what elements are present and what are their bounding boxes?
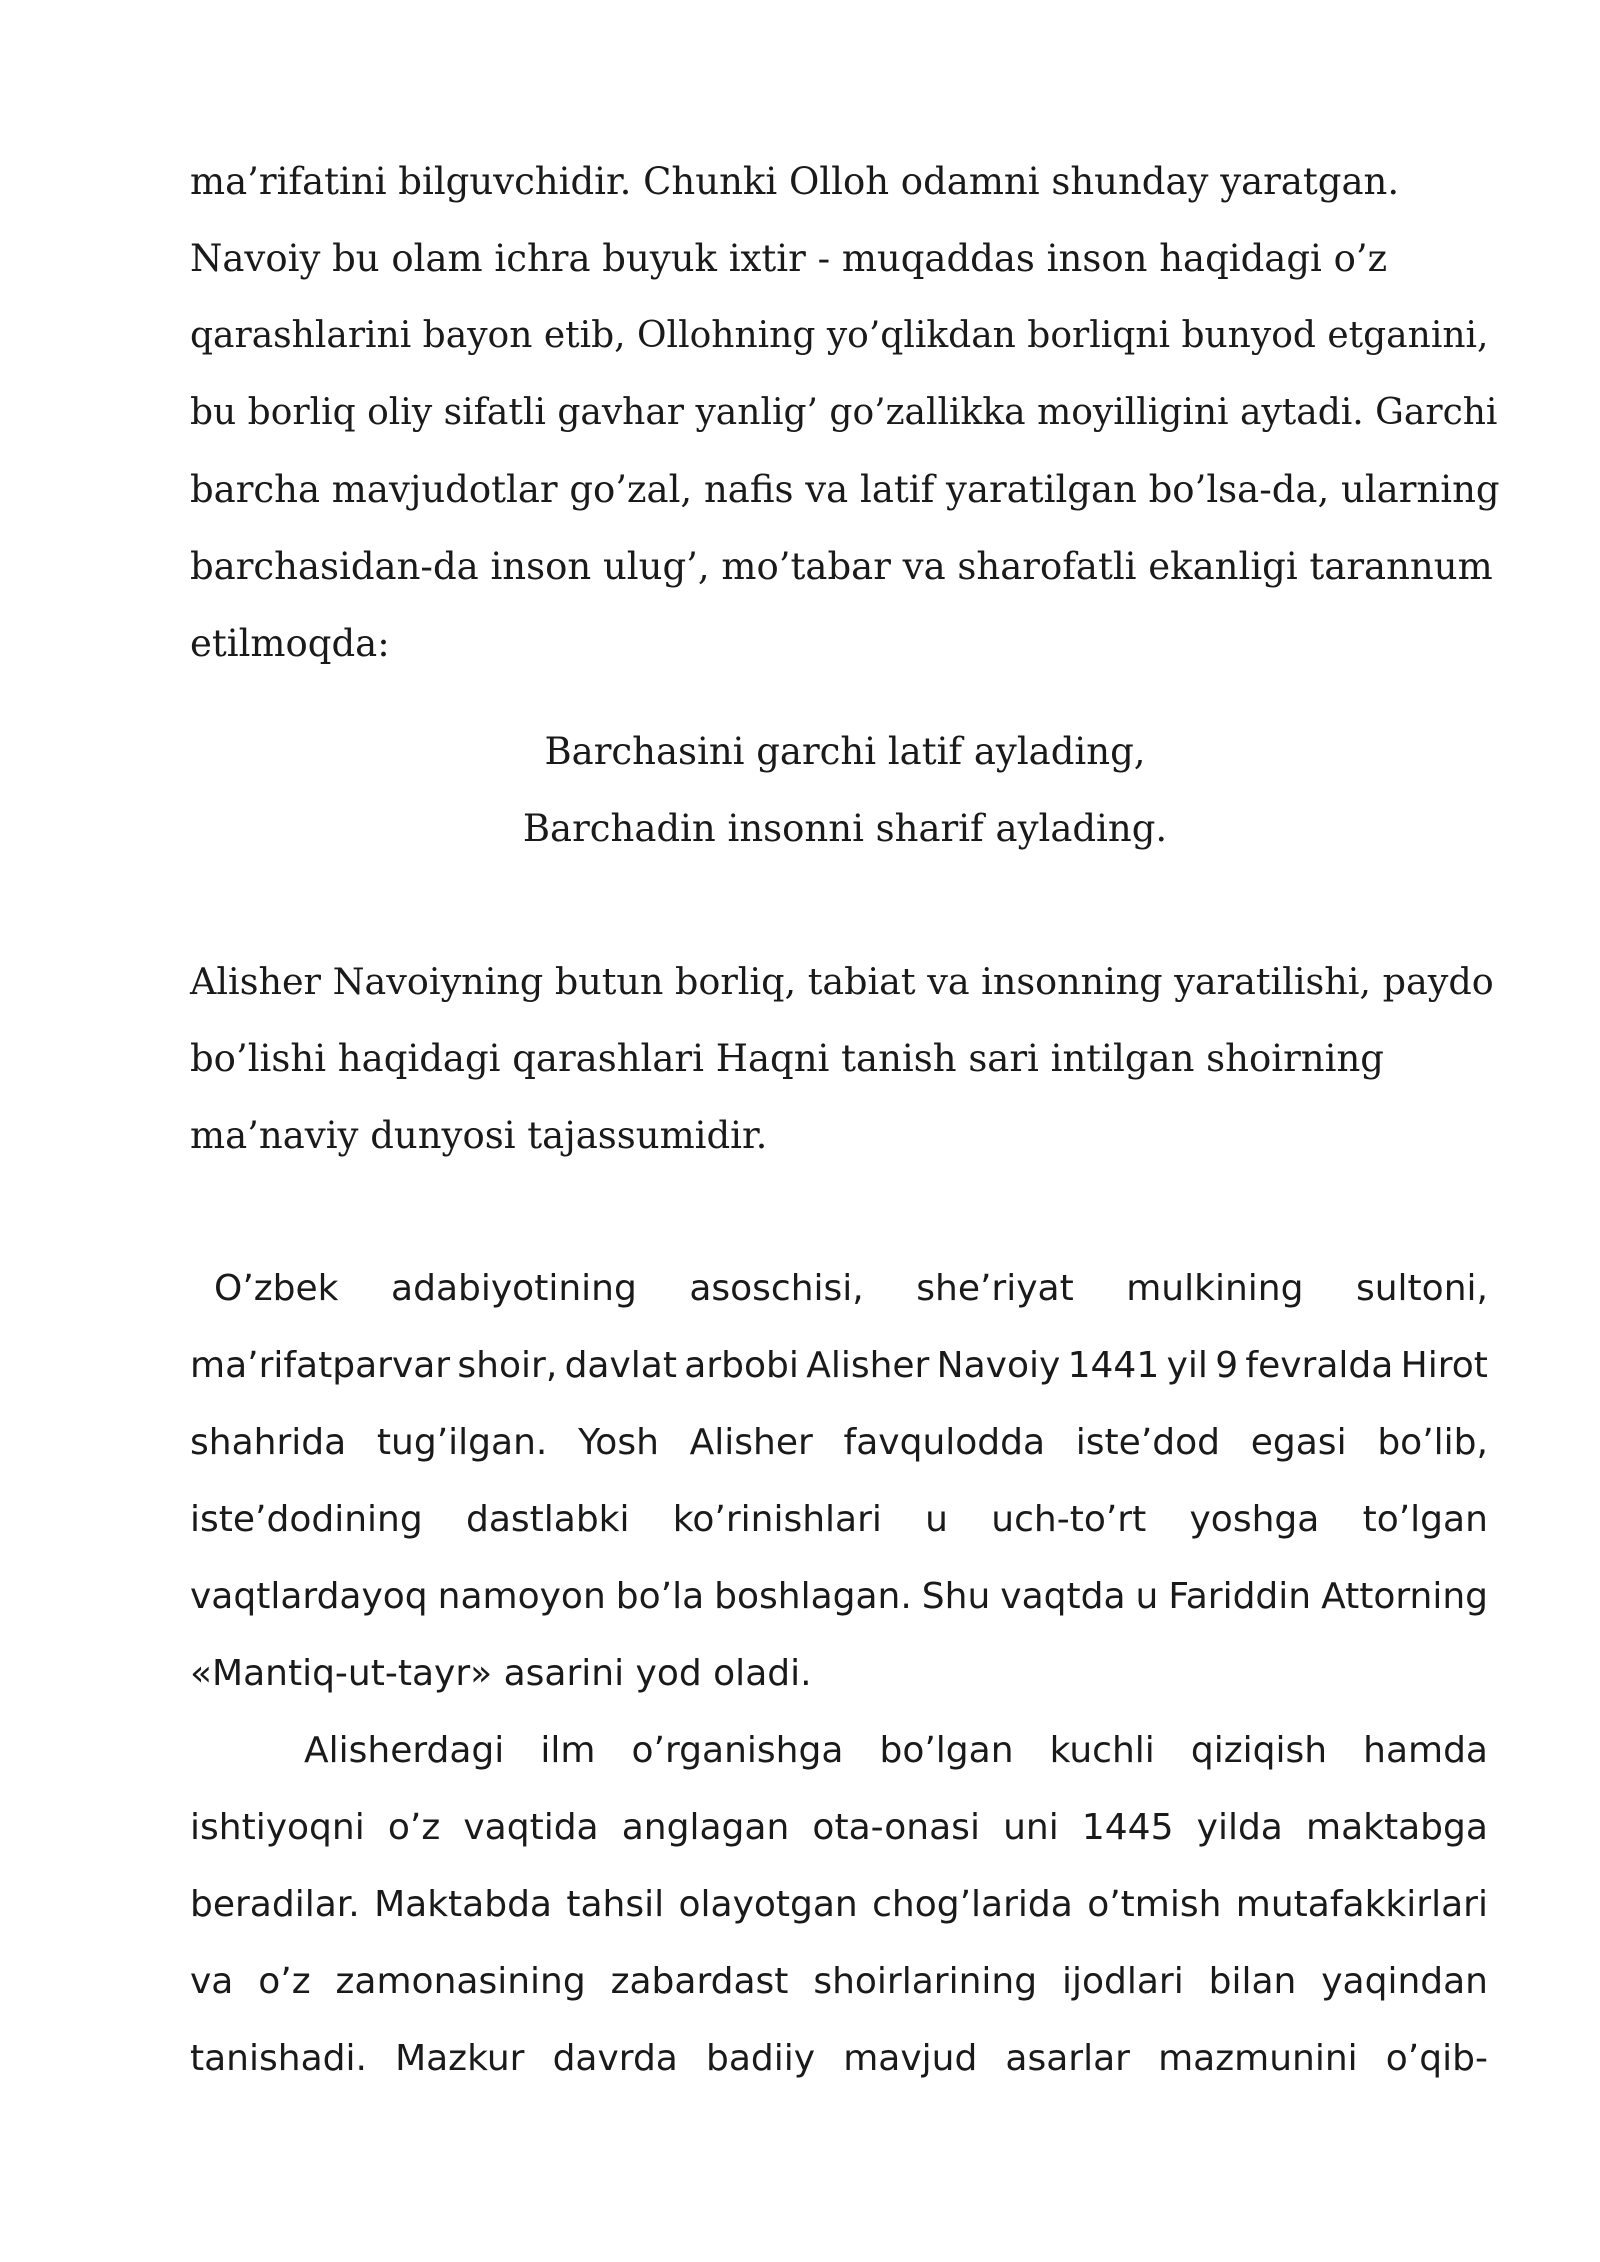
text-line: ma’rifatini bilguvchidir. Chunki Olloh odamni shunday yaratgan.: [190, 160, 1400, 203]
text-line: qarashlarini bayon etib, Ollohning yo’qlikdan borliqni bunyod etganini,: [190, 315, 1489, 356]
paragraph-biography: [190, 1250, 1488, 1712]
text-line: bu borliq oliy sifatli gavhar yanlig’ go’zallikka moyilligini aytadi. Garchi: [190, 392, 1498, 433]
text-line: ma’naviy dunyosi tajassumidir.: [190, 1114, 768, 1157]
verse-line: Barchadin insonni sharif aylading.: [522, 807, 1168, 850]
verse-line: Barchasini garchi latif aylading,: [544, 730, 1146, 773]
text-line: «Mantiq-ut-tayr» asarini yod oladi.: [190, 1653, 812, 1694]
verse-quote: [190, 713, 1500, 867]
text-line: tanishadi. Mazkur davrda badiiy mavjud asarlar mazmunini o’qib-: [190, 2038, 1488, 2079]
text-line: iste’dodining dastlabki ko’rinishlari u uch-to’rt yoshga to’lgan: [190, 1499, 1488, 1540]
text-line: vaqtlardayoq namoyon bo’la boshlagan. Shu vaqtda u Fariddin Attorning: [190, 1576, 1488, 1617]
paragraph-intro: [190, 143, 1500, 682]
text-line: Navoiy bu olam ichra buyuk ixtir - muqaddas inson haqidagi o’z: [190, 237, 1388, 280]
text-line: Alisherdagi ilm o’rganishga bo’lgan kuchli qiziqish hamda: [304, 1730, 1488, 1771]
paragraph-borliq: [190, 943, 1500, 1174]
text-line: shahrida tug’ilgan. Yosh Alisher favqulodda iste’dod egasi bo’lib,: [190, 1422, 1488, 1463]
text-line: bo’lishi haqidagi qarashlari Haqni tanish sari intilgan shoirning: [190, 1037, 1384, 1080]
text-line: va o’z zamonasining zabardast shoirlarining ijodlari bilan yaqindan: [190, 1961, 1488, 2002]
text-line: Alisher Navoiyning butun borliq, tabiat va insonning yaratilishi, paydo: [190, 960, 1494, 1003]
text-line: O’zbek adabiyotining asoschisi, she’riyat mulkining sultoni,: [214, 1268, 1488, 1309]
text-line: ishtiyoqni o’z vaqtida anglagan ota-onasi uni 1445 yilda maktabga: [190, 1807, 1488, 1848]
text-line: barcha mavjudotlar go’zal, nafis va latif yaratilgan bo’lsa-da, ularning: [190, 468, 1500, 511]
text-line: barchasidan-da inson ulug’, mo’tabar va sharofatli ekanligi tarannum: [190, 545, 1493, 588]
text-line: etilmoqda:: [190, 622, 390, 665]
paragraph-school: [190, 1712, 1488, 2097]
text-line: ma’rifatparvar shoir, davlat arbobi Alisher Navoiy 1441 yil 9 fevralda Hirot: [190, 1345, 1488, 1386]
text-line: beradilar. Maktabda tahsil olayotgan chog’larida o’tmish mutafakkirlari: [190, 1884, 1488, 1925]
